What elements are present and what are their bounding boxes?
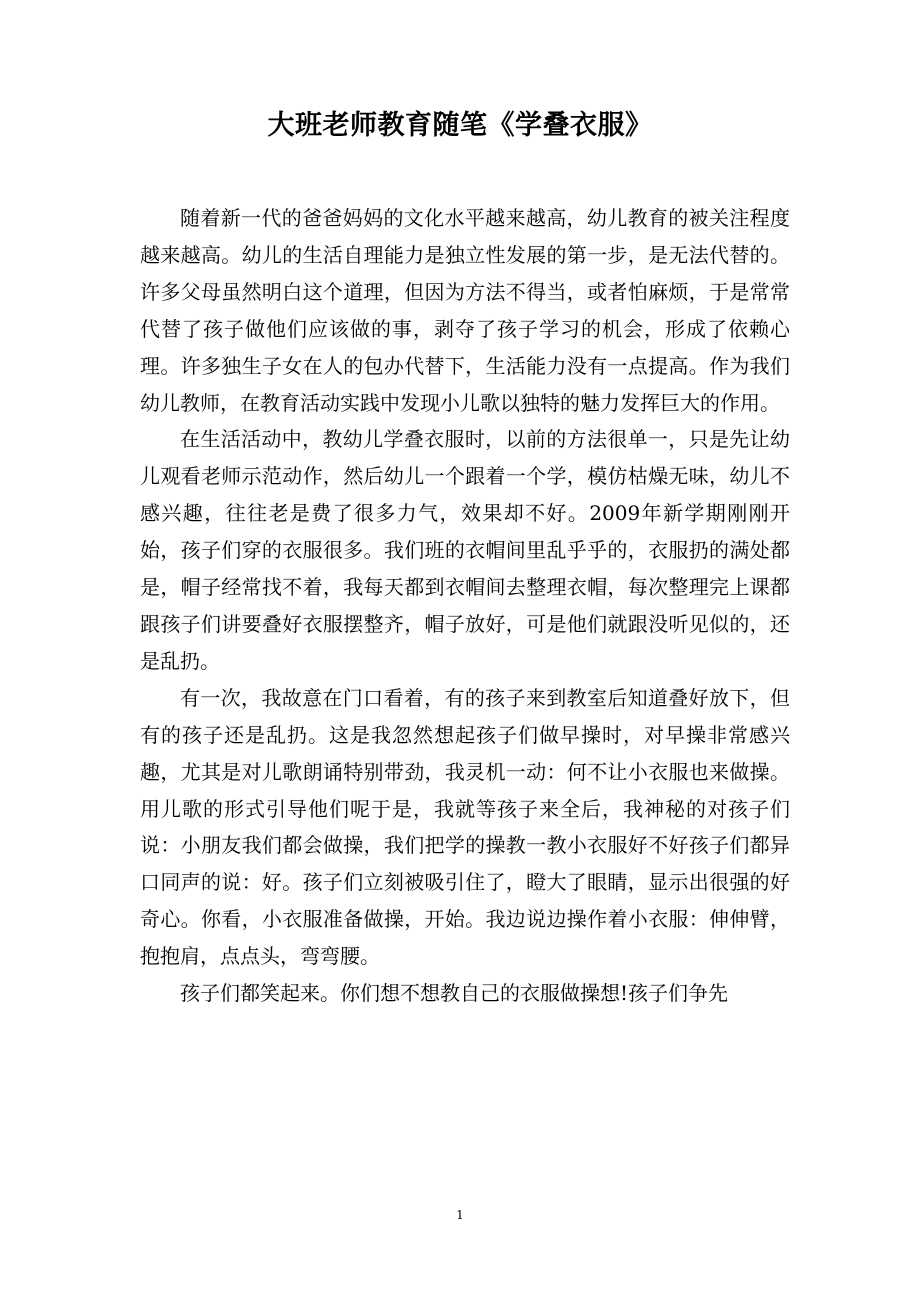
paragraph-3: 有一次，我故意在门口看着，有的孩子来到教室后知道叠好放下，但有的孩子还是乱扔。这是我忽然想起孩子们做早操时，对早操非常感兴趣，尤其是对儿歌朗诵特别带劲，我灵机一动：何不让小衣服也来做操。用儿歌的形式引导他们呢于是，我就等孩子来全后，我神秘的对孩子们说：小朋友我们都会做操，我们把学的操教一教小衣服好不好孩子们都异口同声的说：好。孩子们立刻被吸引住了，瞪大了眼睛，显示出很强的好奇心。你看，小衣服准备做操，开始。我边说边操作着小衣服：伸伸臂，抱抱肩，点点头，弯弯腰。: [140, 685, 790, 969]
paragraph-1: 随着新一代的爸爸妈妈的文化水平越来越高，幼儿教育的被关注程度越来越高。幼儿的生活自理能力是独立性发展的第一步，是无法代替的。许多父母虽然明白这个道理，但因为方法不得当，或者怕麻烦，于是常常代替了孩子做他们应该做的事，剥夺了孩子学习的机会，形成了依赖心理。许多独生子女在人的包办代替下，生活能力没有一点提高。作为我们幼儿教师，在教育活动实践中发现小儿歌以独特的魅力发挥巨大的作用。: [140, 206, 790, 415]
page-number: 1: [456, 1208, 464, 1222]
document-body: [140, 200, 790, 1012]
paragraph-4: 孩子们都笑起来。你们想不想教自己的衣服做操想!孩子们争先: [180, 981, 729, 1006]
document-title: 大班老师教育随笔《学叠衣服》: [267, 110, 653, 141]
paragraph-2: 在生活活动中，教幼儿学叠衣服时，以前的方法很单一，只是先让幼儿观看老师示范动作，然后幼儿一个跟着一个学，模仿枯燥无味，幼儿不感兴趣，往往老是费了很多力气，效果却不好。2009年新学期刚刚开始，孩子们穿的衣服很多。我们班的衣帽间里乱乎乎的，衣服扔的满处都是，帽子经常找不着，我每天都到衣帽间去整理衣帽，每次整理完上课都跟孩子们讲要叠好衣服摆整齐，帽子放好，可是他们就跟没听见似的，还是乱扔。: [140, 427, 790, 673]
